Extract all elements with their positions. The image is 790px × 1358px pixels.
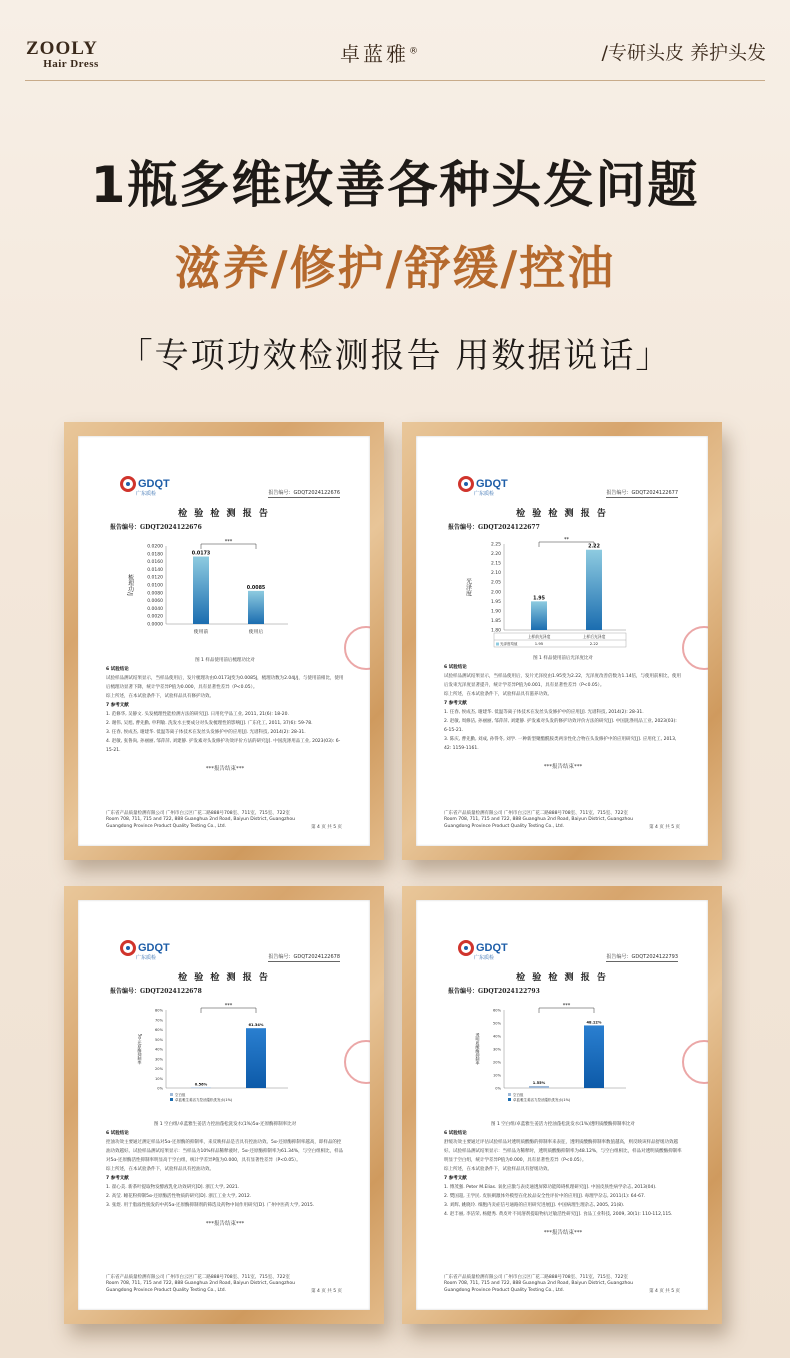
reference-item: 4. 赵敏, 张鲁尚, 孙丽丽, 邹萍萍, 刘建静. 护发素对头发修护功效评价方法的研究[J]. 中国洗涤用品工业, 2023(03): 6-15-21. [106,739,341,753]
chart-bar [529,1086,549,1088]
brand-name-cn [340,38,421,67]
chart-caption: 图 1 样品使用前后梳理功比对 [195,658,255,663]
y-tick-label: 2.00 [490,590,501,596]
y-tick-label: 1.90 [490,609,501,615]
lab-logo-text: GDQT [476,478,508,490]
y-tick-label: 1.95 [490,599,501,605]
legend-label: 卓蓝雅生姜活力控油蓬松洗发水(1%) [513,1098,571,1102]
lab-address-footer [444,811,682,831]
report-body [106,656,344,774]
lab-logo-text: GDQT [138,478,170,490]
footer-line: Room 708, 711, 715 and 722, 888 Guanghua 2nd Road, Baiyun District, Guangzhou [444,817,633,822]
brand-slogan: /专研头皮 养护头发 [601,42,766,64]
report-number-header: 报告编号：GDQT2024122793 [606,954,678,960]
y-tick-label: 2.10 [490,571,501,577]
legend-swatch [496,643,499,646]
bar-value-label: 48.12% [586,1020,602,1025]
report-paper [416,436,708,846]
reference-item: 3. 张煜. 用于脂溢性脱发的中药5α-还原酶抑制剂的筛选及药物中间作用研究[D]. 广州中医药大学, 2015. [106,1203,315,1208]
report-paper [78,436,370,846]
conclusion-text: 舒缓功效主要通过评估试验样品对透明质酸酶的抑制率来表征，透明质酸酶抑制率数值越高，则反映该样品舒缓功效越好。试验样品测试结果显示：当样品为稀释时，透明质酸酶抑制率为48.12%，与空白组相比，样品对透明质酸酶抑制率明显于空白组，统计学差异P值为0.000，具有显著性差异（P<0.05）。 [444,1140,682,1163]
report-title: 检 验 检 测 报 告 [178,973,270,983]
y-tick-label: 0.0120 [147,575,163,581]
y-axis-label: 光泽度 [464,578,472,596]
legend-label: 空白组 [175,1093,186,1097]
report-number-header: 报告编号：GDQT2024122676 [268,490,340,496]
reference-item: 2. 谢伟, 吴旭, 曹先勤, 申利敏. 洗发水主要成分对头发梳理性的影响[J]. 广东化工, 2011, 37(6): 59-78. [106,721,313,726]
y-tick-label: 2.05 [490,580,501,586]
y-tick-label: 2.15 [490,561,501,567]
x-tick-label: 上样前光泽度 [527,634,551,639]
conclusion-text: 控油功效主要通过测定样品对5α-还原酶的抑制率，来反映样品是否具有控油功效。5α-还原酶抑制率越高，即样品的控油功效越好。试验样品测试结果显示：当样品为10%样品稀释液时，5α-还原酶抑制率为61.34%，与空白组相比，样品对5α-还原酶活性抑制率明显高于空白组，统计学差异P值为0.000，具有显著性差异（P<0.05）。 [106,1140,344,1163]
bar-value-label: 1.95 [533,596,545,602]
brand-logo [26,40,116,70]
bar-value-label: 2.22 [588,544,600,550]
table-cell: 2.22 [589,641,599,646]
lab-logo-subtitle: 广东质检 [474,491,495,497]
chart-bar [193,557,209,624]
report-tagline: 「专项功效检测报告 用数据说话」 [118,336,672,376]
y-tick-label: 50% [155,1037,163,1042]
reference-item: 3. 陈庆, 曹先勤, 刘成, 孙得冬, 刘学. 一种新型聚酯酰胺类两亲性化合物在头发修护中的应用研究[J]. 应用化工, 2013, 42: 1159-1161. [444,737,677,751]
lab-logo-subtitle: 广东质检 [136,955,157,961]
y-tick-label: 0.0200 [147,544,163,550]
report-frame-3 [64,886,384,1324]
references-heading: 7 参考文献 [444,1176,467,1181]
bar-value-label: 0.56% [194,1082,208,1087]
y-tick-label: 0.0000 [147,622,163,628]
y-tick-label: 50% [493,1021,501,1026]
report-body [444,654,682,772]
bar-chart [456,534,666,656]
chart-caption: 图 1 样品使用前后光泽度比对 [533,656,593,661]
conclusion-summary: 综上所述，在本试验条件下，试验样品具有修护功效。 [106,694,214,699]
footer-line: 广东省产品质量检测有限公司 广州市白云区广花二路888号708室、711室、715室、722室 [444,810,628,816]
y-tick-label: 60% [493,1008,501,1013]
x-tick-label: 使用后 [248,630,264,635]
chart-bar [584,1025,604,1088]
page-headline: 1瓶多维改善各种头发问题 [90,156,700,214]
reference-item: 1. 任春, 侯成杰, 谢建华. 低温等离子体技术在发丝头发修护中的应用[J]. 光谱科技, 2014(2): 28-31. [444,710,644,715]
reference-item: 1. 范修华, 吴静文. 头发梳理性能检测方法的研究[J]. 日用化学品工业, 2011, 21(6): 18-20. [106,712,289,717]
footer-line: Room 708, 711, 715 and 722, 888 Guanghua 2nd Road, Baiyun District, Guangzhou [444,1281,633,1286]
y-axis-label: 梳理功/J [126,574,134,596]
y-tick-label: 2.20 [490,552,501,558]
page-number: 第 4 页 共 5 页 [311,1289,342,1294]
report-body [444,1120,682,1238]
lab-address-footer [444,1275,682,1295]
reference-item: 3. 刘辉, 姚晓玲. 细胞内炎症信号通路的应用研究进展[J]. 中国病理生理杂志, 2005, 21(8). [444,1203,625,1208]
footer-line: 广东省产品质量检测有限公司 广州市白云区广花二路888号708室、711室、715室、722室 [106,810,290,816]
chart-bar [531,601,547,630]
chart-bar [246,1028,266,1088]
report-title: 检 验 检 测 报 告 [516,509,608,519]
footer-line: Room 708, 711, 715 and 722, 888 Guanghua 2nd Road, Baiyun District, Guangzhou [106,1281,295,1286]
lab-logo-text: GDQT [138,942,170,954]
y-tick-label: 70% [155,1018,163,1023]
legend-label: 空白组 [513,1093,524,1097]
chart-bar [586,550,602,630]
reference-item: 3. 任春, 侯成杰, 谢建华. 低温等离子体技术在发丝头发修护中的应用[J]. 光谱科技, 2014(2): 28-31. [106,730,306,735]
report-body [106,1120,344,1229]
report-number-header: 报告编号：GDQT2024122677 [606,490,678,496]
footer-line: Guangdong Province Product Quality Testing Co., Ltd. [444,823,565,829]
bar-chart [118,536,328,658]
conclusion-summary: 综上所述，在本试验条件下，试验样品具有滋养功效。 [444,692,552,697]
significance-label: *** [224,1003,233,1009]
footer-line: Room 708, 711, 715 and 722, 888 Guanghua 2nd Road, Baiyun District, Guangzhou [106,817,295,822]
y-tick-label: 0.0020 [147,614,163,620]
top-bar [0,0,790,90]
bar-value-label: 61.34% [248,1023,264,1028]
footer-line: 广东省产品质量检测有限公司 广州市白云区广花二路888号708室、711室、715室、722室 [444,1274,628,1280]
y-tick-label: 0.0040 [147,606,163,612]
y-tick-label: 0.0140 [147,567,163,573]
report-number: 报告编号：GDQT2024122678 [110,988,202,995]
lab-logo-icon [120,476,136,492]
lab-logo-subtitle: 广东质检 [474,955,495,961]
legend-label: 光泽度均值 [500,642,518,646]
y-tick-label: 40% [155,1047,163,1052]
footer-line: Guangdong Province Product Quality Testing Co., Ltd. [106,823,227,829]
conclusion-text: 试验样品测试结果显示，当样品使用后，发片梳理功由0.0173J变为0.0085J，梳理功数为2.04J/J，与使用前相比，使用后梳理功显著下降，统计学差异P值为0.000，具有显著性差异（P<0.05）。 [106,676,344,690]
report-paper [78,900,370,1310]
legend-swatch [508,1098,511,1101]
legend-swatch [170,1093,173,1096]
page-number: 第 4 页 共 5 页 [311,825,342,830]
y-tick-label: 30% [155,1057,163,1062]
references-heading: 7 参考文献 [444,701,467,706]
chart-caption: 图 1 空白组/卓蓝雅生姜活力控油蓬松洗发水(1%)5α-还原酶抑制率比对 [153,1122,297,1127]
chart-svg [456,534,666,652]
benefits-subheadline: 滋养/修护/舒缓/控油 [174,241,616,295]
report-paper [416,900,708,1310]
reference-item: 2. 高莹. 睡花粉抑制5α-还原酶活性物质的研究[D]. 浙江工业大学, 2012. [106,1194,252,1199]
y-tick-label: 0.0180 [147,552,163,558]
significance-label: *** [562,1003,571,1009]
report-title: 检 验 检 测 报 告 [178,509,270,519]
footer-line: Guangdong Province Product Quality Testing Co., Ltd. [106,1287,227,1293]
bar-value-label: 0.0173 [191,551,211,557]
conclusion-heading: 6 试验结论 [444,1131,467,1136]
y-tick-label: 30% [493,1047,501,1052]
conclusion-heading: 6 试验结论 [106,1131,129,1136]
conclusion-text: 试验样品测试结果显示，当样品使用后，发片光泽度由1.95变为2.22，光泽度改善倍数为1.14倍，与使用前相比，使用后发束光泽度显著提升，统计学差异P值为0.001，具有显著性差异（P<0.05）。 [444,674,682,688]
references-heading: 7 参考文献 [106,703,129,708]
significance-label: ** [564,537,569,543]
y-tick-label: 0.0160 [147,560,163,566]
seal-stamp [344,1040,370,1084]
bar-chart [456,1000,666,1122]
x-tick-label: 使用前 [193,630,209,635]
page-number: 第 4 页 共 5 页 [649,1289,680,1294]
reference-item: 1. 傅茂强. Peter M.Elias. 氧化应激与表皮通透屏障功能障碍机理研究[J]. 中国皮肤性病学杂志, 2013(04). [444,1185,657,1190]
references-heading: 7 参考文献 [106,1176,129,1181]
header-divider [25,80,765,81]
report-end-marker: ***报告结束*** [205,766,245,772]
seal-stamp [344,626,370,670]
report-end-marker: ***报告结束*** [205,1221,245,1227]
report-number: 报告编号：GDQT2024122793 [448,988,540,995]
report-number: 报告编号：GDQT2024122677 [448,524,540,531]
y-tick-label: 20% [155,1067,163,1071]
lab-address-footer [106,1275,344,1295]
legend-swatch [170,1098,173,1101]
x-tick-label: 上样后光泽度 [582,634,606,639]
reference-item: 2. 赵敏, 周修洁, 孙丽丽, 邹萍萍, 刘建静. 护发素对头发的修护功效评价方法的研究[J]. 中国洗涤用品工业, 2023(03): 6-15-21. [444,719,677,733]
lab-logo-icon [458,940,474,956]
conclusion-heading: 6 试验结论 [106,667,129,672]
y-tick-label: 10% [155,1076,163,1081]
chart-svg [456,1000,666,1118]
y-tick-label: 0.0100 [147,583,163,589]
lab-logo-icon [458,476,474,492]
y-axis-label: 透明质酸酶抑制率 [475,1033,481,1065]
y-tick-label: 2.25 [490,542,501,548]
footer-line: 广东省产品质量检测有限公司 广州市白云区广花二路888号708室、711室、715室、722室 [106,1274,290,1280]
y-tick-label: 20% [493,1060,501,1065]
y-tick-label: 0% [495,1086,501,1091]
reference-item: 4. 赵丰丽, 李洁荣, 杨健秀. 黄皮叶不同溶剂提取物抗过敏活性研究[J]. 食品工业科技, 2009, 30(1): 110-112,115. [444,1212,673,1217]
y-tick-label: 10% [493,1073,501,1078]
y-tick-label: 0.0060 [147,599,163,605]
table-cell: 1.95 [534,641,544,646]
y-tick-label: 40% [493,1034,501,1039]
reference-item: 2. 樊国超, 王学民. 皮肤刺激体外模型在化妆品安全性评价中的应用[J]. 毒理学杂志, 2011(1): 64-67. [444,1194,646,1199]
brand-name-text: 卓蓝雅 [340,42,409,66]
chart-caption: 图 1 空白组/卓蓝雅生姜活力控油蓬松洗发水(1%)透明质酸酶抑制率比对 [491,1122,635,1127]
lab-logo-subtitle: 广东质检 [136,491,157,497]
registered-mark: ® [409,46,421,57]
y-tick-label: 0% [157,1086,163,1091]
conclusion-summary: 综上所述，在本试验条件下，试验样品具有舒缓功效。 [444,1167,552,1172]
report-frame-2 [402,422,722,860]
chart-svg [118,536,328,654]
logo-subtitle: Hair Dress [43,58,99,70]
y-tick-label: 80% [155,1008,163,1013]
y-axis-label: 5α-还原酶抑制率 [137,1033,143,1065]
chart-svg [118,1000,328,1118]
legend-swatch [508,1093,511,1096]
report-title: 检 验 检 测 报 告 [516,973,608,983]
chart-bar [248,591,264,624]
conclusion-heading: 6 试验结论 [444,665,467,670]
significance-label: *** [224,539,233,545]
bar-chart [118,1000,328,1122]
footer-line: Guangdong Province Product Quality Testing Co., Ltd. [444,1287,565,1293]
seal-stamp [682,1040,708,1084]
chart-bar [191,1087,211,1088]
logo-wordmark: ZOOLY [26,38,98,59]
report-number-header: 报告编号：GDQT2024122678 [268,954,340,960]
lab-address-footer [106,811,344,831]
legend-label: 卓蓝雅生姜活力控油蓬松洗发水(1%) [175,1098,233,1102]
y-tick-label: 1.85 [490,618,501,624]
y-tick-label: 1.80 [490,628,501,634]
report-frame-1 [64,422,384,860]
seal-stamp [682,626,708,670]
conclusion-summary: 综上所述，在本试验条件下，试验样品具有控油功效。 [106,1167,214,1172]
bar-value-label: 0.0085 [246,585,266,591]
lab-logo-text: GDQT [476,942,508,954]
page-number: 第 4 页 共 5 页 [649,825,680,830]
bar-value-label: 1.55% [532,1080,546,1085]
report-frame-4 [402,886,722,1324]
y-tick-label: 0.0080 [147,591,163,597]
report-end-marker: ***报告结束*** [543,764,583,770]
lab-logo-icon [120,940,136,956]
report-end-marker: ***报告结束*** [543,1230,583,1236]
report-number: 报告编号：GDQT2024122676 [110,524,202,531]
y-tick-label: 60% [155,1028,163,1032]
reference-item: 1. 翟心美. 新茶叶提取物发酵液乳化功效研究[D]. 浙江大学, 2021. [106,1185,240,1190]
